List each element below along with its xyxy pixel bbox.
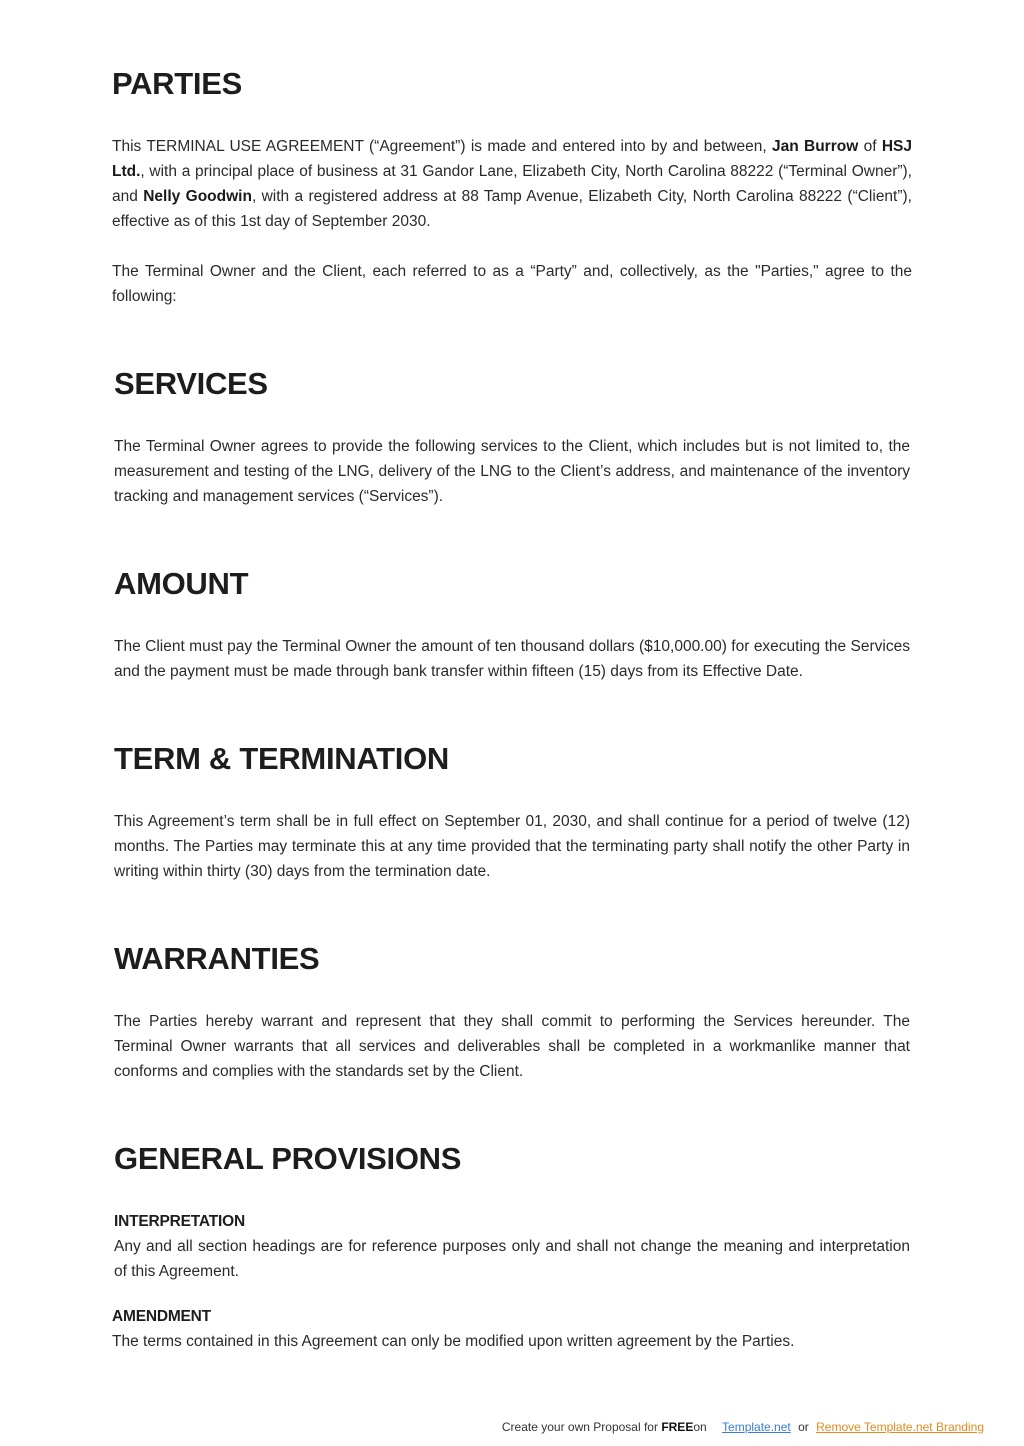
terminal-owner-name: Jan Burrow: [771, 138, 859, 155]
warranties-heading: WARRANTIES: [114, 941, 320, 976]
general-provisions-heading: GENERAL PROVISIONS: [114, 1141, 462, 1176]
parties-paragraph-1: [112, 134, 912, 234]
parties-paragraph-2: The Terminal Owner and the Client, each referred to as a “Party” and, collectively, as the "Parties," agree to the following:: [112, 263, 912, 305]
footer-branding: [502, 1419, 984, 1435]
amount-paragraph: The Client must pay the Terminal Owner the amount of ten thousand dollars ($10,000.00) for executing the Services and the payment must be made through bank transfer within fifteen (15) days from its Effective Date.: [114, 638, 910, 680]
parties-of-text: of: [858, 138, 882, 155]
interpretation-subheading: INTERPRETATION: [114, 1213, 245, 1230]
term-termination-heading: TERM & TERMINATION: [114, 741, 449, 776]
services-paragraph: The Terminal Owner agrees to provide the following services to the Client, which includes but is not limited to, the measurement and testing of the LNG, delivery of the LNG to the Client’s address, and maintenance of the inventory tracking and management services (“Services”).: [114, 438, 910, 505]
client-name: Nelly Goodwin: [143, 188, 252, 205]
amendment-paragraph: The terms contained in this Agreement can only be modified upon written agreement by the Parties.: [112, 1333, 795, 1350]
footer-or-text: or: [798, 1420, 809, 1434]
services-heading: SERVICES: [114, 366, 268, 401]
warranties-paragraph: The Parties hereby warrant and represent that they shall commit to performing the Services hereunder. The Terminal Owner warrants that all services and deliverables shall be completed in a workmanlike manner that conforms and complies with the standards set by the Client.: [114, 1013, 910, 1080]
footer-free-text: FREE: [661, 1420, 694, 1434]
template-net-link[interactable]: Template.net: [722, 1420, 791, 1434]
footer-on-text: on: [693, 1420, 707, 1434]
footer-create-text: Create your own Proposal for: [501, 1420, 662, 1434]
client-address-text: , with a registered address at 88 Tamp Avenue, Elizabeth City, North Carolina 88222 (“Client”), effective as of this 1st day of September 2030.: [112, 188, 912, 230]
amount-heading: AMOUNT: [114, 566, 249, 601]
interpretation-paragraph: Any and all section headings are for reference purposes only and shall not change the meaning and interpretation of this Agreement.: [114, 1238, 910, 1280]
remove-branding-link[interactable]: Remove Template.net Branding: [816, 1420, 984, 1434]
amendment-subheading: AMENDMENT: [112, 1308, 211, 1325]
owner-address-text: , with a principal place of business at 31 Gandor Lane, Elizabeth City, North Carolina 88222 (“Terminal Owner”), and: [112, 163, 912, 205]
company-name: HSJ Ltd.: [112, 138, 913, 180]
parties-heading: PARTIES: [112, 66, 242, 101]
term-termination-paragraph: This Agreement’s term shall be in full effect on September 01, 2030, and shall continue for a period of twelve (12) months. The Parties may terminate this at any time provided that the terminating party shall notify the other Party in writing within thirty (30) days from the termination date.: [114, 813, 910, 880]
parties-intro-text: This TERMINAL USE AGREEMENT (“Agreement”) is made and entered into by and between,: [112, 138, 772, 155]
